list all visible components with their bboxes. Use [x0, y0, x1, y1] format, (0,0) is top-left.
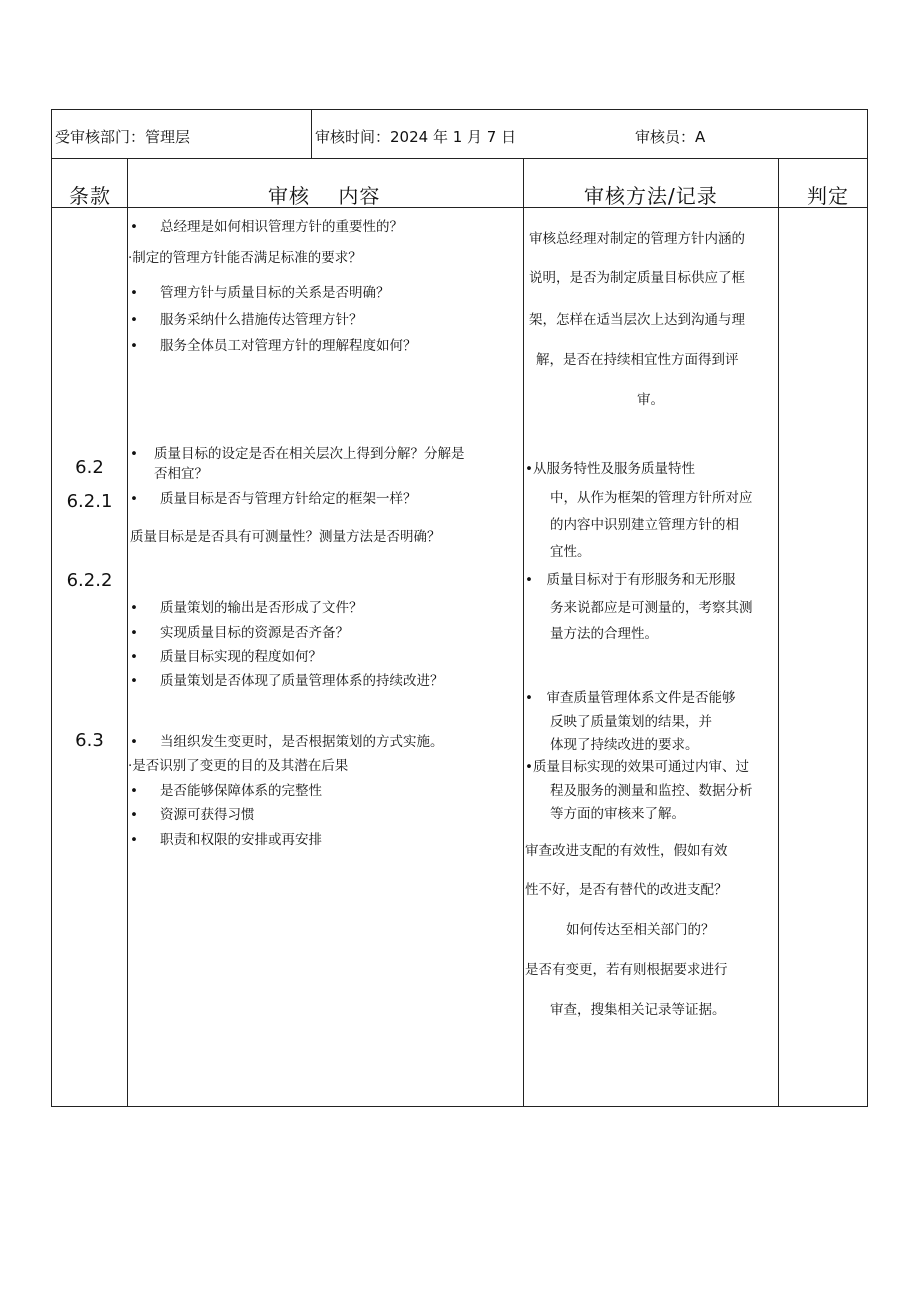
audit-time: 审核时间：2024 年 1 月 7 日 [315, 128, 517, 146]
content-line: • 管理方针与质量目标的关系是否明确？ [130, 285, 390, 301]
record-line: • 审查质量管理体系文件是否能够 [525, 690, 736, 706]
bullet-icon: • [130, 673, 138, 689]
record-line: • 质量目标对于有形服务和无形服 [525, 572, 736, 588]
content-line: ·制定的管理方针能否满足标准的要求？ [128, 250, 362, 266]
content-line: 质量目标是是否具有可测量性？测量方法是否明确？ [130, 529, 441, 545]
content-line: • 资源可获得习惯 [130, 807, 255, 823]
record-line: 体现了持续改进的要求。 [550, 737, 699, 753]
bullet-icon: • [130, 491, 138, 507]
record-line: 说明，是否为制定质量目标供应了框 [529, 270, 745, 286]
content-line: • 服务采纳什么措施传达管理方针？ [130, 312, 363, 328]
auditor: 审核员：A [635, 128, 706, 146]
content-line: • 实现质量目标的资源是否齐备？ [130, 625, 349, 641]
record-line: 宜性。 [550, 544, 591, 560]
record-line: 审核总经理对制定的管理方针内涵的 [529, 231, 745, 247]
column-header-divider [52, 207, 867, 208]
content-line: • 质量目标的设定是否在相关层次上得到分解？分解是 [130, 446, 465, 462]
bullet-icon: • [130, 783, 138, 799]
content-column-divider [523, 158, 524, 1106]
judgement-column-header: 判定 [807, 184, 849, 208]
clause-number: 6.2.2 [66, 570, 113, 591]
clause-column-divider [127, 158, 128, 1106]
record-line: 程及服务的测量和监控、数据分析 [550, 783, 753, 799]
bullet-icon: • [130, 312, 138, 328]
audited-department: 受审核部门：管理层 [55, 128, 191, 146]
content-line: • 质量策划的输出是否形成了文件？ [130, 600, 363, 616]
record-line: 审查，搜集相关记录等证据。 [550, 1002, 726, 1018]
content-line: • 质量策划是否体现了质量管理体系的持续改进？ [130, 673, 444, 689]
bullet-icon: • [130, 625, 138, 641]
bullet-icon: • [130, 446, 138, 462]
content-line: • 总经理是如何相识管理方针的重要性的？ [130, 219, 403, 235]
record-line: 性不好，是否有替代的改进支配？ [525, 882, 728, 898]
record-line: •从服务特性及服务质量特性 [525, 461, 695, 477]
clause-number: 6.2 [75, 457, 104, 478]
record-line: 是否有变更，若有则根据要求进行 [525, 962, 728, 978]
bullet-icon: • [130, 807, 138, 823]
bullet-icon: • [130, 832, 138, 848]
clause-number: 6.2.1 [66, 491, 113, 512]
record-line: 的内容中识别建立管理方针的相 [550, 517, 739, 533]
method-column-header: 审核方法/记录 [584, 184, 718, 208]
record-line: 务来说都应是可测量的，考察其测 [550, 600, 753, 616]
record-line: 解，是否在持续相宜性方面得到评 [536, 352, 739, 368]
content-line: • 职责和权限的安排或再安排 [130, 832, 322, 848]
audit-checklist-table [51, 109, 868, 1107]
content-line: • 是否能够保障体系的完整性 [130, 783, 322, 799]
header-divider-1 [311, 110, 312, 158]
header-row-divider [52, 158, 867, 159]
record-line: 审查改进支配的有效性，假如有效 [525, 843, 728, 859]
content-line: • 当组织发生变更时，是否根据策划的方式实施。 [130, 734, 444, 750]
record-line: 中，从作为框架的管理方针所对应 [550, 490, 753, 506]
record-line: 量方法的合理性。 [550, 626, 658, 642]
record-line: 审。 [637, 392, 664, 408]
bullet-icon: • [130, 219, 138, 235]
content-column-header: 审核 内容 [268, 184, 381, 208]
record-line: 如何传达至相关部门的？ [566, 922, 715, 938]
bullet-icon: • [130, 734, 138, 750]
bullet-icon: • [130, 285, 138, 301]
clause-number: 6.3 [75, 730, 104, 751]
bullet-icon: • [130, 600, 138, 616]
record-line: •质量目标实现的效果可通过内审、过 [525, 759, 749, 775]
content-line: • 质量目标是否与管理方针给定的框架一样？ [130, 491, 417, 507]
record-line: 反映了质量策划的结果，并 [550, 714, 712, 730]
clause-column-header: 条款 [69, 184, 111, 208]
content-line: 否相宜？ [154, 466, 208, 482]
bullet-icon: • [130, 338, 138, 354]
content-line: • 服务全体员工对管理方针的理解程度如何？ [130, 338, 417, 354]
method-column-divider [778, 158, 779, 1106]
content-line: ·是否识别了变更的目的及其潜在后果 [128, 758, 349, 774]
record-line: 等方面的审核来了解。 [550, 806, 685, 822]
record-line: 架，怎样在适当层次上达到沟通与理 [529, 312, 745, 328]
content-line: • 质量目标实现的程度如何？ [130, 649, 322, 665]
bullet-icon: • [130, 649, 138, 665]
